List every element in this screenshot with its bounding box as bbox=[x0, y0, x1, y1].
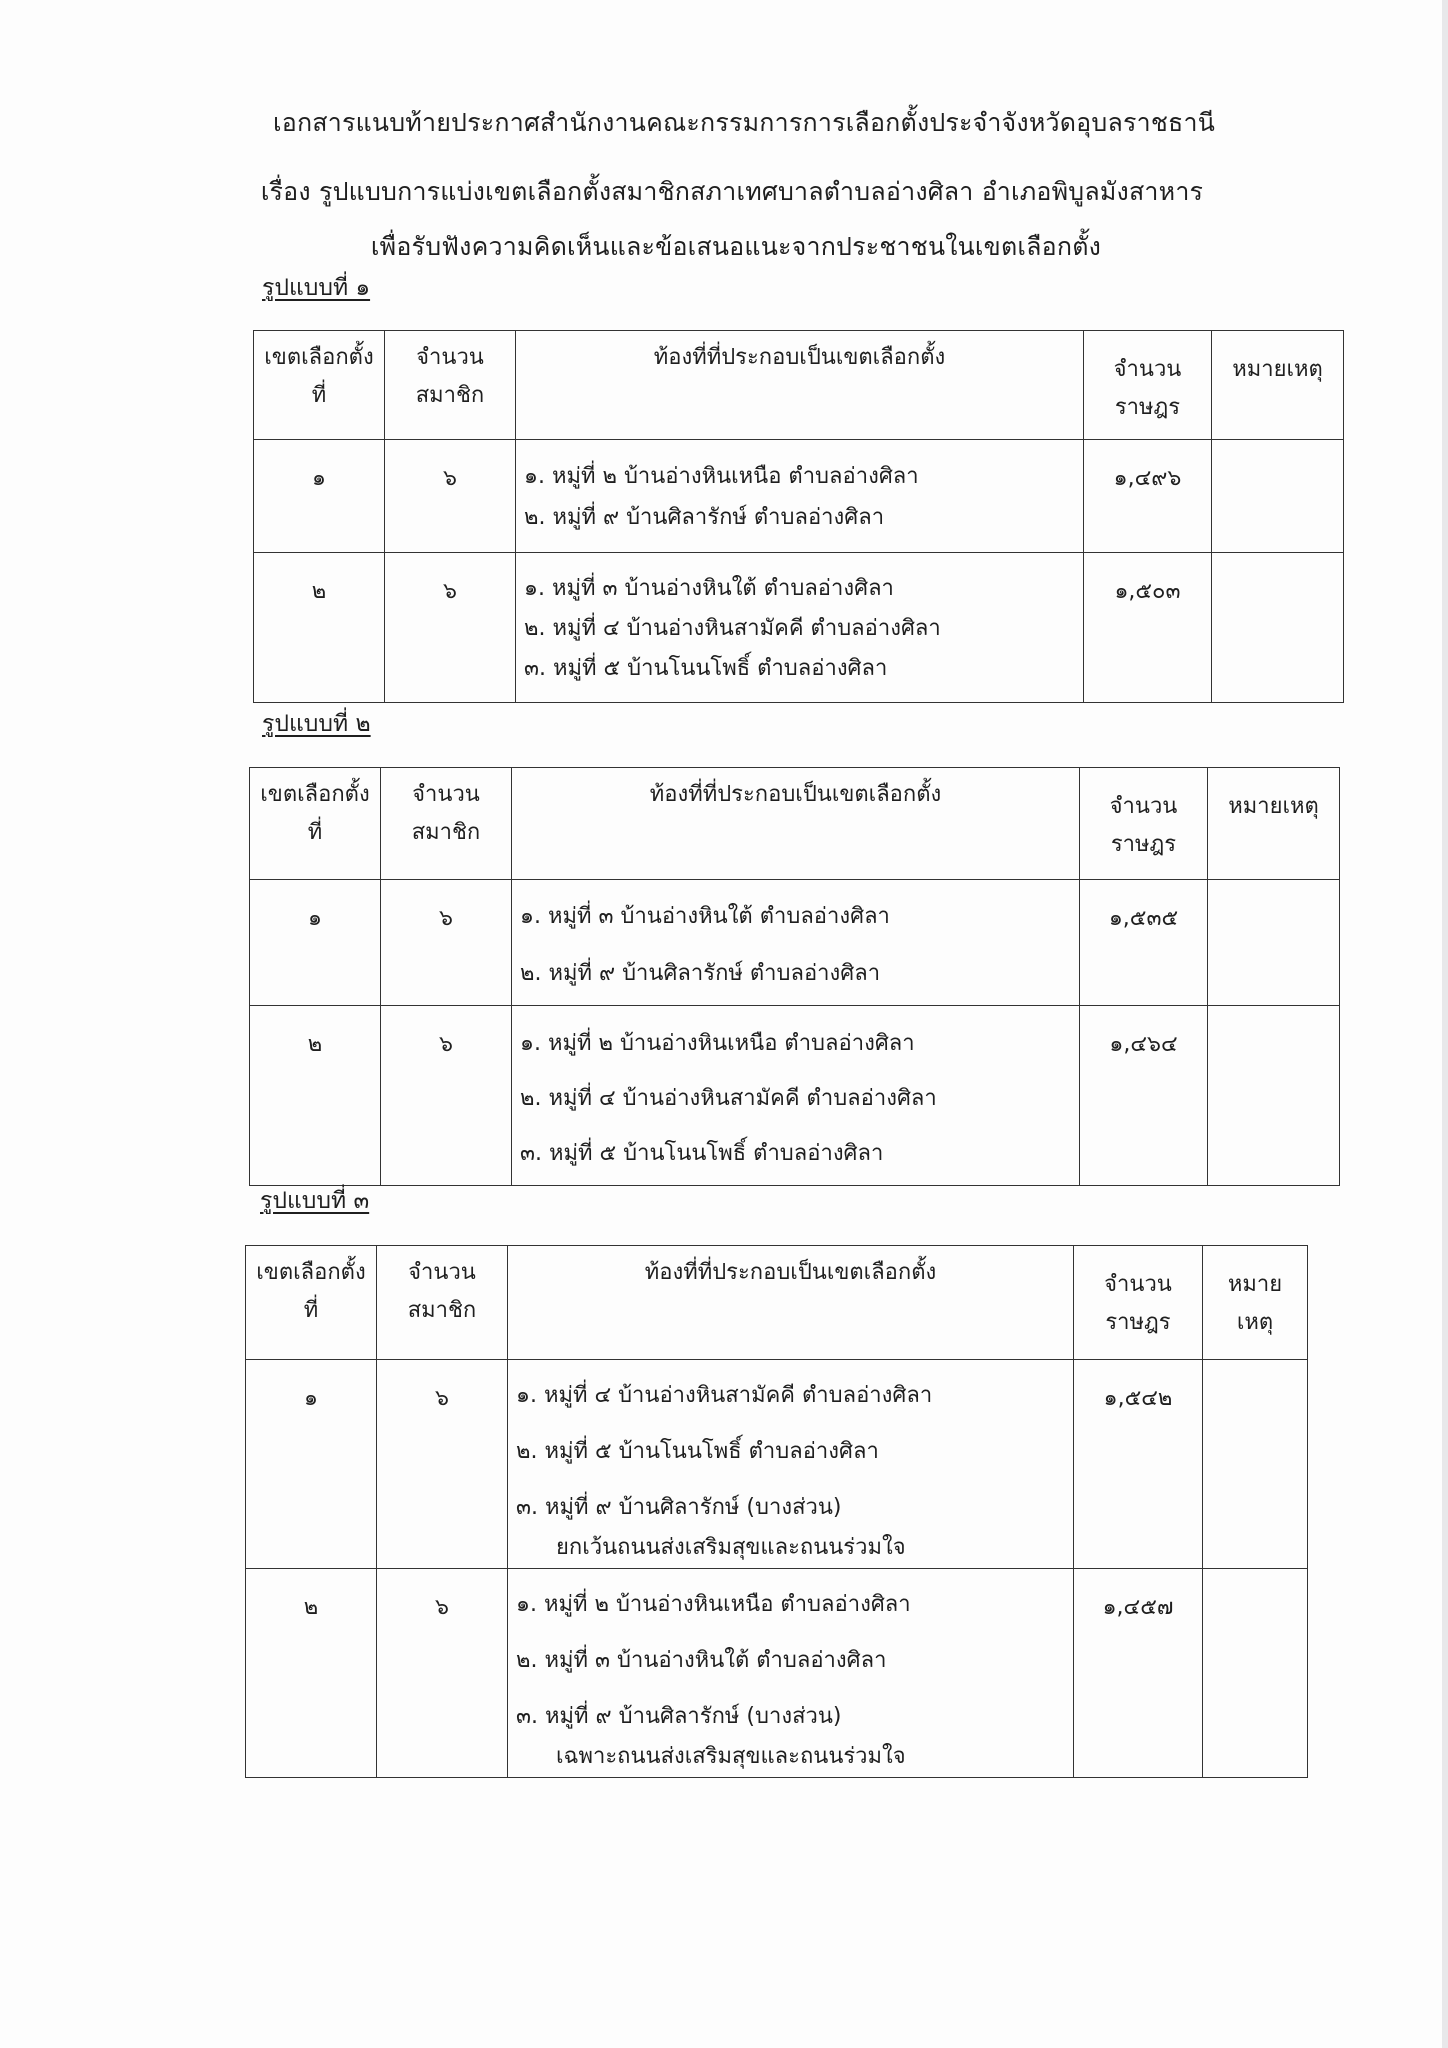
header-population: จำนวน ราษฎร bbox=[1074, 1246, 1203, 1360]
area-cell bbox=[508, 1360, 1074, 1569]
table-header-row bbox=[250, 768, 1340, 880]
area-item: ๒. หมู่ที่ ๔ บ้านอ่างหินสามัคคี ตำบลอ่างศิลา bbox=[524, 616, 941, 641]
header-district-no: เขตเลือกตั้ง ที่ bbox=[246, 1246, 377, 1360]
population-count: ๑,๔๕๗ bbox=[1074, 1569, 1203, 1778]
header-members: จำนวน สมาชิก bbox=[381, 768, 512, 880]
area-item: ๑. หมู่ที่ ๓ บ้านอ่างหินใต้ ตำบลอ่างศิลา bbox=[520, 904, 890, 929]
header-area: ท้องที่ที่ประกอบเป็นเขตเลือกตั้ง bbox=[508, 1246, 1074, 1360]
model-3-label: รูปแบบที่ ๓ bbox=[260, 1188, 370, 1214]
area-cell bbox=[516, 553, 1084, 703]
area-cell bbox=[512, 1006, 1080, 1186]
area-item: ๒. หมู่ที่ ๓ บ้านอ่างหินใต้ ตำบลอ่างศิลา bbox=[516, 1648, 887, 1673]
district-number: ๑ bbox=[250, 880, 381, 1006]
area-cell bbox=[512, 880, 1080, 1006]
district-number: ๒ bbox=[246, 1569, 377, 1778]
remark-cell bbox=[1203, 1360, 1308, 1569]
population-count: ๑,๕๓๕ bbox=[1080, 880, 1208, 1006]
member-count: ๖ bbox=[377, 1569, 508, 1778]
remark-cell bbox=[1208, 1006, 1340, 1186]
area-item: ๓. หมู่ที่ ๕ บ้านโนนโพธิ์ ตำบลอ่างศิลา bbox=[524, 656, 888, 681]
table-header-row bbox=[246, 1246, 1308, 1360]
document-title: เอกสารแนบท้ายประกาศสำนักงานคณะกรรมการการเลือกตั้งประจำจังหวัดอุบลราชธานี bbox=[272, 108, 1215, 137]
header-members: จำนวน สมาชิก bbox=[377, 1246, 508, 1360]
header-remark: หมาย เหตุ bbox=[1203, 1246, 1308, 1360]
area-item: ๑. หมู่ที่ ๒ บ้านอ่างหินเหนือ ตำบลอ่างศิลา bbox=[516, 1592, 911, 1617]
table-row bbox=[246, 1360, 1308, 1569]
area-item: ๑. หมู่ที่ ๔ บ้านอ่างหินสามัคคี ตำบลอ่างศิลา bbox=[516, 1383, 933, 1408]
header-population: จำนวน ราษฎร bbox=[1084, 331, 1212, 440]
header-remark: หมายเหตุ bbox=[1212, 331, 1344, 440]
area-item: ๓. หมู่ที่ ๕ บ้านโนนโพธิ์ ตำบลอ่างศิลา bbox=[520, 1141, 884, 1166]
population-count: ๑,๔๖๔ bbox=[1080, 1006, 1208, 1186]
header-remark: หมายเหตุ bbox=[1208, 768, 1340, 880]
area-item: ๒. หมู่ที่ ๙ บ้านศิลารักษ์ ตำบลอ่างศิลา bbox=[524, 505, 885, 530]
remark-cell bbox=[1203, 1569, 1308, 1778]
table-row bbox=[250, 880, 1340, 1006]
population-count: ๑,๕๐๓ bbox=[1084, 553, 1212, 703]
table-row bbox=[250, 1006, 1340, 1186]
district-number: ๒ bbox=[254, 553, 385, 703]
header-area: ท้องที่ที่ประกอบเป็นเขตเลือกตั้ง bbox=[512, 768, 1080, 880]
header-area: ท้องที่ที่ประกอบเป็นเขตเลือกตั้ง bbox=[516, 331, 1084, 440]
member-count: ๖ bbox=[381, 880, 512, 1006]
document-purpose: เพื่อรับฟังความคิดเห็นและข้อเสนอแนะจากประชาชนในเขตเลือกตั้ง bbox=[370, 232, 1102, 261]
area-item: ๓. หมู่ที่ ๙ บ้านศิลารักษ์ (บางส่วน) เฉพาะถนนส่งเสริมสุขและถนนร่วมใจ bbox=[516, 1704, 906, 1769]
table-header-row bbox=[254, 331, 1344, 440]
table-row bbox=[254, 440, 1344, 553]
area-item: ๑. หมู่ที่ ๒ บ้านอ่างหินเหนือ ตำบลอ่างศิลา bbox=[524, 464, 919, 489]
area-cell bbox=[508, 1569, 1074, 1778]
area-item: ๒. หมู่ที่ ๕ บ้านโนนโพธิ์ ตำบลอ่างศิลา bbox=[516, 1439, 879, 1464]
table-row bbox=[246, 1569, 1308, 1778]
area-item: ๒. หมู่ที่ ๔ บ้านอ่างหินสามัคคี ตำบลอ่างศิลา bbox=[520, 1086, 937, 1111]
page-edge bbox=[1442, 0, 1448, 2048]
area-item: ๓. หมู่ที่ ๙ บ้านศิลารักษ์ (บางส่วน) ยกเว้นถนนส่งเสริมสุขและถนนร่วมใจ bbox=[516, 1495, 906, 1560]
area-item: ๒. หมู่ที่ ๙ บ้านศิลารักษ์ ตำบลอ่างศิลา bbox=[520, 961, 881, 986]
population-count: ๑,๕๔๒ bbox=[1074, 1360, 1203, 1569]
model-2-label: รูปแบบที่ ๒ bbox=[262, 711, 371, 737]
member-count: ๖ bbox=[385, 440, 516, 553]
remark-cell bbox=[1208, 880, 1340, 1006]
remark-cell bbox=[1212, 553, 1344, 703]
district-number: ๒ bbox=[250, 1006, 381, 1186]
area-item: ๑. หมู่ที่ ๒ บ้านอ่างหินเหนือ ตำบลอ่างศิลา bbox=[520, 1031, 915, 1056]
model-3-table bbox=[245, 1245, 1308, 1778]
area-item: ๑. หมู่ที่ ๓ บ้านอ่างหินใต้ ตำบลอ่างศิลา bbox=[524, 576, 894, 601]
model-2-table bbox=[249, 767, 1340, 1186]
table-row bbox=[254, 553, 1344, 703]
document-subject: เรื่อง รูปแบบการแบ่งเขตเลือกตั้งสมาชิกสภาเทศบาลตำบลอ่างศิลา อำเภอพิบูลมังสาหาร bbox=[260, 177, 1204, 206]
member-count: ๖ bbox=[381, 1006, 512, 1186]
header-population: จำนวน ราษฎร bbox=[1080, 768, 1208, 880]
model-1-label: รูปแบบที่ ๑ bbox=[262, 275, 371, 301]
header-district-no: เขตเลือกตั้ง ที่ bbox=[250, 768, 381, 880]
remark-cell bbox=[1212, 440, 1344, 553]
population-count: ๑,๔๙๖ bbox=[1084, 440, 1212, 553]
district-number: ๑ bbox=[254, 440, 385, 553]
header-district-no: เขตเลือกตั้ง ที่ bbox=[254, 331, 385, 440]
district-number: ๑ bbox=[246, 1360, 377, 1569]
model-1-table bbox=[253, 330, 1344, 703]
member-count: ๖ bbox=[385, 553, 516, 703]
header-members: จำนวน สมาชิก bbox=[385, 331, 516, 440]
area-cell bbox=[516, 440, 1084, 553]
member-count: ๖ bbox=[377, 1360, 508, 1569]
